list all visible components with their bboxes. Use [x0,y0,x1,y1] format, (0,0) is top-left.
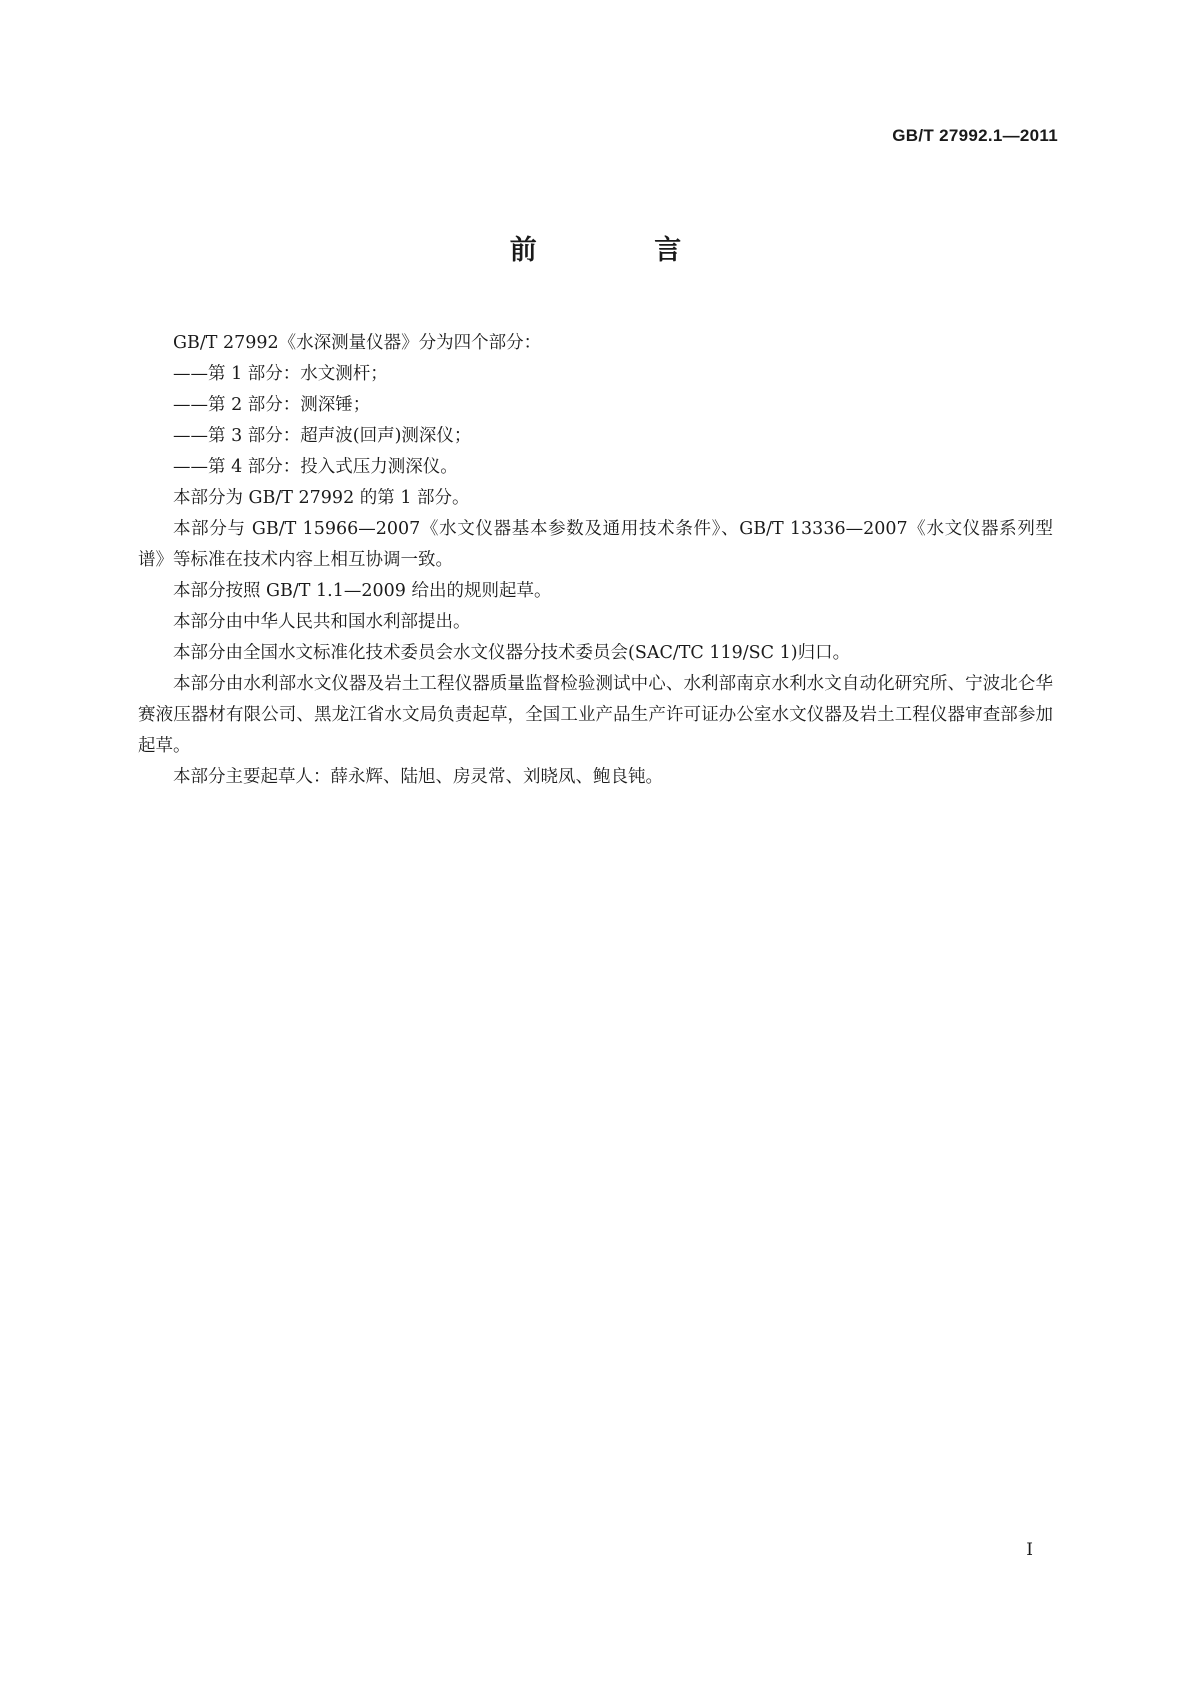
paragraph: ——第 4 部分：投入式压力测深仪。 [173,457,458,477]
page-number: I [1026,1540,1033,1560]
paragraph: 本部分与 GB/T 15966—2007《水文仪器基本参数及通用技术条件》、GB/T 13336—2007《水文仪器系列型谱》等标准在技术内容上相互协调一致。 [138,519,1053,570]
paragraph: 本部分由中华人民共和国水利部提出。 [173,612,471,632]
preface-body [138,328,1053,793]
paragraph: 本部分由全国水文标准化技术委员会水文仪器分技术委员会(SAC/TC 119/SC 1)归口。 [173,643,851,663]
paragraph: ——第 3 部分：超声波(回声)测深仪； [173,426,472,446]
paragraph: GB/T 27992《水深测量仪器》分为四个部分： [173,333,542,353]
paragraph: ——第 2 部分：测深锤； [173,395,371,415]
standard-code: GB/T 27992.1—2011 [892,126,1058,145]
paragraph: 本部分为 GB/T 27992 的第 1 部分。 [173,488,470,508]
paragraph: 本部分由水利部水文仪器及岩土工程仪器质量监督检验测试中心、水利部南京水利水文自动化研究所、宁波北仑华赛液压器材有限公司、黑龙江省水文局负责起草，全国工业产品生产许可证办公室水文仪器及岩土工程仪器审查部参加起草。 [138,674,1053,756]
paragraph: ——第 1 部分：水文测杆； [173,364,388,384]
paragraph: 本部分按照 GB/T 1.1—2009 给出的规则起草。 [173,581,552,601]
paragraph: 本部分主要起草人：薛永辉、陆旭、房灵常、刘晓凤、鲍良钝。 [173,767,663,787]
page-title: 前 言 [509,235,736,266]
